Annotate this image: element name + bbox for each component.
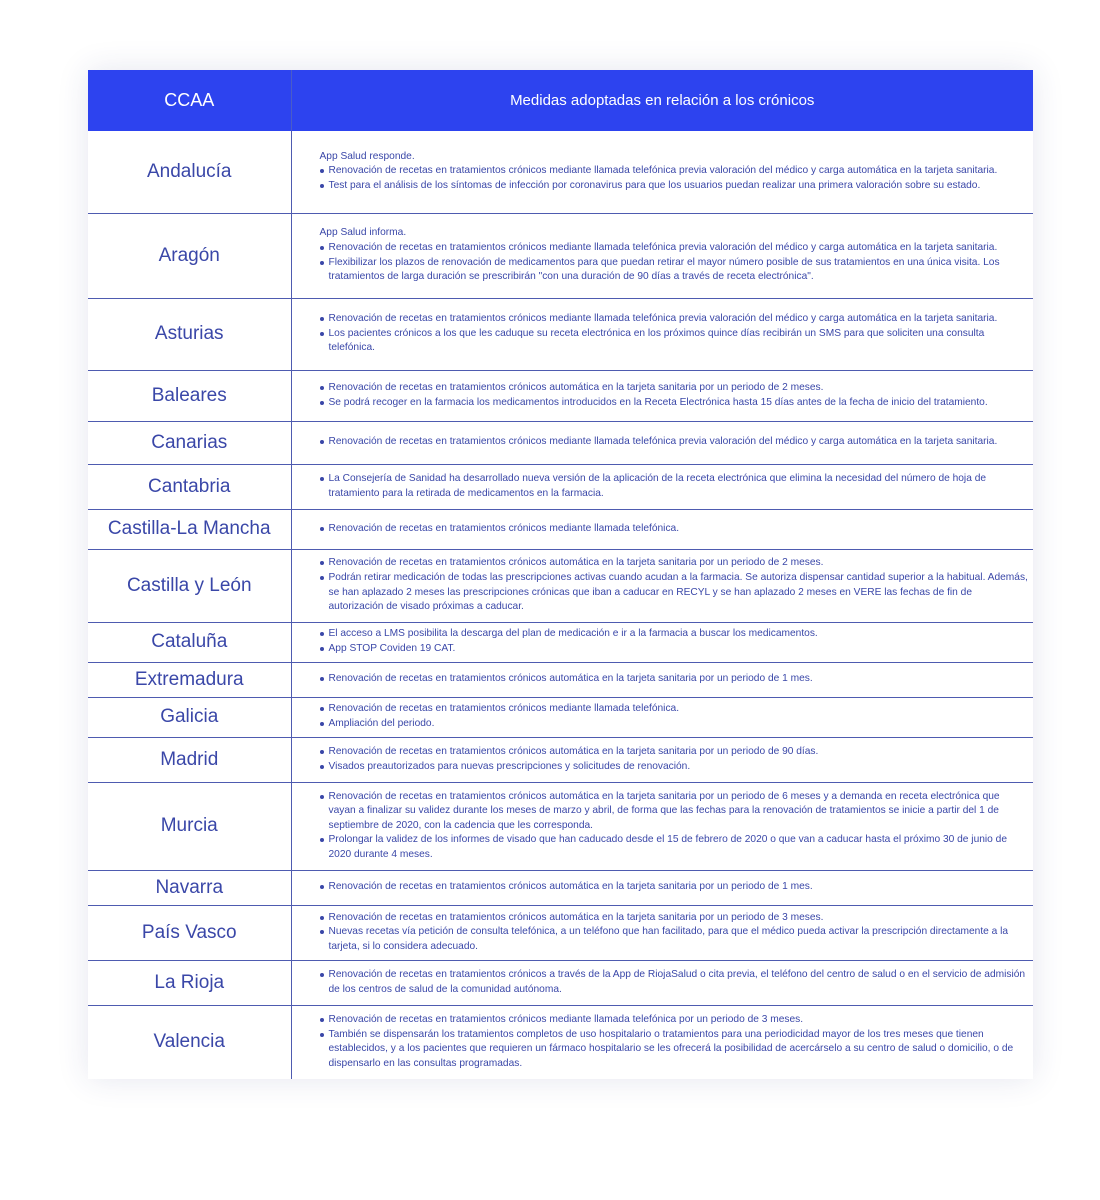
measures-cell [291,549,1033,622]
measures-cell [291,662,1033,697]
column-header-ccaa: CCAA [88,70,291,131]
measure-item: Renovación de recetas en tratamientos crónicos mediante llamada telefónica. [320,522,1030,537]
table-row [88,370,1033,421]
measures-cell [291,298,1033,370]
measures-cell [291,697,1033,737]
table-row [88,298,1033,370]
measure-item: Se podrá recoger en la farmacia los medicamentos introducidos en la Receta Electrónica hasta 15 días antes de la fecha de inicio del tratamiento. [320,396,1030,411]
region-name: País Vasco [88,905,291,960]
measures-cell [291,464,1033,509]
measure-item: Renovación de recetas en tratamientos crónicos mediante llamada telefónica previa valoración del médico y carga automática en la tarjeta sanitaria. [320,164,1030,179]
measures-cell [291,213,1033,298]
measure-item: Visados preautorizados para nuevas prescripciones y solicitudes de renovación. [320,760,1030,775]
measures-list [320,745,1030,774]
table-body [88,131,1033,1079]
table-row [88,870,1033,905]
region-name: Castilla y León [88,549,291,622]
measure-item: Renovación de recetas en tratamientos crónicos mediante llamada telefónica. [320,702,1030,717]
measures-cell [291,370,1033,421]
measures-list [320,790,1030,863]
measures-list [320,1013,1030,1071]
region-name: Canarias [88,421,291,464]
table-row [88,782,1033,870]
table-row [88,960,1033,1005]
measure-item: La Consejería de Sanidad ha desarrollado nueva versión de la aplicación de la receta electrónica que elimina la necesidad del número de hoja de tratamiento para la retirada de medicamentos en la farmacia. [320,472,1030,501]
measures-list [320,911,1030,955]
measures-list [320,880,1030,895]
region-name: Murcia [88,782,291,870]
measures-list [320,968,1030,997]
table-header [88,70,1033,131]
measures-list [320,556,1030,614]
measures-intro: App Salud responde. [319,150,415,162]
measure-item: Renovación de recetas en tratamientos crónicos automática en la tarjeta sanitaria por un periodo de 6 meses y a demanda en receta electrónica que vayan a finalizar su validez durante los meses de marzo y abril, de forma que las fechas para la renovación de tratamientos se inicie a partir del 1 de septiembre de 2020, con la cadencia que les corresponda. [320,790,1030,834]
measure-item: Los pacientes crónicos a los que les caduque su receta electrónica en los próximos quince días recibirán un SMS para que soliciten una consulta telefónica. [320,327,1030,356]
table-row [88,662,1033,697]
region-name: Extremadura [88,662,291,697]
measures-intro: App Salud informa. [319,227,407,239]
measures-list [320,672,1030,687]
region-name: Baleares [88,370,291,421]
measure-item: El acceso a LMS posibilita la descarga del plan de medicación e ir a la farmacia a buscar los medicamentos. [320,627,1030,642]
measures-cell [291,622,1033,662]
region-name: Madrid [88,737,291,782]
measure-item: Renovación de recetas en tratamientos crónicos mediante llamada telefónica previa valoración del médico y carga automática en la tarjeta sanitaria. [320,241,1030,256]
measures-list [320,312,1030,356]
measure-item: Prolongar la validez de los informes de visado que han caducado desde el 15 de febrero de 2020 o que van a caducar hasta el próximo 30 de junio de 2020 durante 4 meses. [320,833,1030,862]
measures-cell [291,421,1033,464]
table-row [88,549,1033,622]
measures-list [320,164,1030,193]
measure-item: Ampliación del periodo. [320,717,1030,732]
region-name: Asturias [88,298,291,370]
measure-item: Renovación de recetas en tratamientos crónicos mediante llamada telefónica previa valoración del médico y carga automática en la tarjeta sanitaria. [320,312,1030,327]
measure-item: Renovación de recetas en tratamientos crónicos mediante llamada telefónica previa valoración del médico y carga automática en la tarjeta sanitaria. [320,435,1030,450]
region-name: Aragón [88,213,291,298]
measure-item: Renovación de recetas en tratamientos crónicos a través de la App de RiojaSalud o cita previa, el teléfono del centro de salud o en el servicio de admisión de los centros de salud de la comunidad autónoma. [320,968,1030,997]
measure-item: Renovación de recetas en tratamientos crónicos automática en la tarjeta sanitaria por un periodo de 1 mes. [320,672,1030,687]
region-name: Galicia [88,697,291,737]
table-row [88,1005,1033,1079]
measures-list [320,381,1030,410]
table-row [88,697,1033,737]
table-row [88,131,1033,213]
table-row [88,213,1033,298]
measures-list [320,435,1030,450]
measures-list [320,522,1030,537]
measures-cell [291,509,1033,549]
measure-item: Flexibilizar los plazos de renovación de medicamentos para que puedan retirar el mayor número posible de sus tratamientos en una única visita. Los tratamientos de larga duración se prescribirán "con una duración de 90 días a través de receta electrónica". [320,256,1030,285]
measure-item: Renovación de recetas en tratamientos crónicos automática en la tarjeta sanitaria por un periodo de 2 meses. [320,556,1030,571]
measure-item: App STOP Coviden 19 CAT. [320,642,1030,657]
measures-cell [291,1005,1033,1079]
measure-item: Podrán retirar medicación de todas las prescripciones activas cuando acudan a la farmacia. Se autoriza dispensar cantidad superior a la habitual. Además, se han aplazado 2 meses las prescripciones crónicas que iban a caducar en RECYL y se han aplazado 2 meses en VERE las fechas de fin de autorización de visado próximas a caducar. [320,571,1030,615]
table-row [88,622,1033,662]
measures-cell [291,870,1033,905]
measures-cell [291,782,1033,870]
measure-item: Renovación de recetas en tratamientos crónicos automática en la tarjeta sanitaria por un periodo de 2 meses. [320,381,1030,396]
table-row [88,905,1033,960]
measures-cell [291,960,1033,1005]
region-name: Cataluña [88,622,291,662]
table-row [88,509,1033,549]
measures-list [320,241,1030,285]
measures-table [88,70,1033,1079]
measure-item: Renovación de recetas en tratamientos crónicos mediante llamada telefónica por un periodo de 3 meses. [320,1013,1030,1028]
region-name: Navarra [88,870,291,905]
measure-item: También se dispensarán los tratamientos completos de uso hospitalario o tratamientos para una periodicidad mayor de los tres meses que tienen establecidos, y a los pacientes que requieren un fármaco hospitalario se les ofrecerá la posibilidad de acercárselo a su centro de salud o domicilio, o de dispensarlo en las consultas programadas. [320,1028,1030,1072]
region-name: La Rioja [88,960,291,1005]
region-name: Valencia [88,1005,291,1079]
region-name: Castilla-La Mancha [88,509,291,549]
column-header-measures: Medidas adoptadas en relación a los crónicos [291,70,1033,131]
table-row [88,464,1033,509]
measures-table-card [88,70,1033,1079]
region-name: Andalucía [88,131,291,213]
measure-item: Renovación de recetas en tratamientos crónicos automática en la tarjeta sanitaria por un periodo de 1 mes. [320,880,1030,895]
measures-cell [291,131,1033,213]
measure-item: Renovación de recetas en tratamientos crónicos automática en la tarjeta sanitaria por un periodo de 90 días. [320,745,1030,760]
measures-list [320,472,1030,501]
measure-item: Test para el análisis de los síntomas de infección por coronavirus para que los usuarios puedan realizar una primera valoración sobre su estado. [320,179,1030,194]
table-row [88,421,1033,464]
measure-item: Nuevas recetas vía petición de consulta telefónica, a un teléfono que han facilitado, para que el médico pueda activar la prescripción directamente a la tarjeta, si lo considera adecuado. [320,925,1030,954]
region-name: Cantabria [88,464,291,509]
table-row [88,737,1033,782]
measures-list [320,627,1030,656]
measures-cell [291,905,1033,960]
measure-item: Renovación de recetas en tratamientos crónicos automática en la tarjeta sanitaria por un periodo de 3 meses. [320,911,1030,926]
measures-cell [291,737,1033,782]
measures-list [320,702,1030,731]
